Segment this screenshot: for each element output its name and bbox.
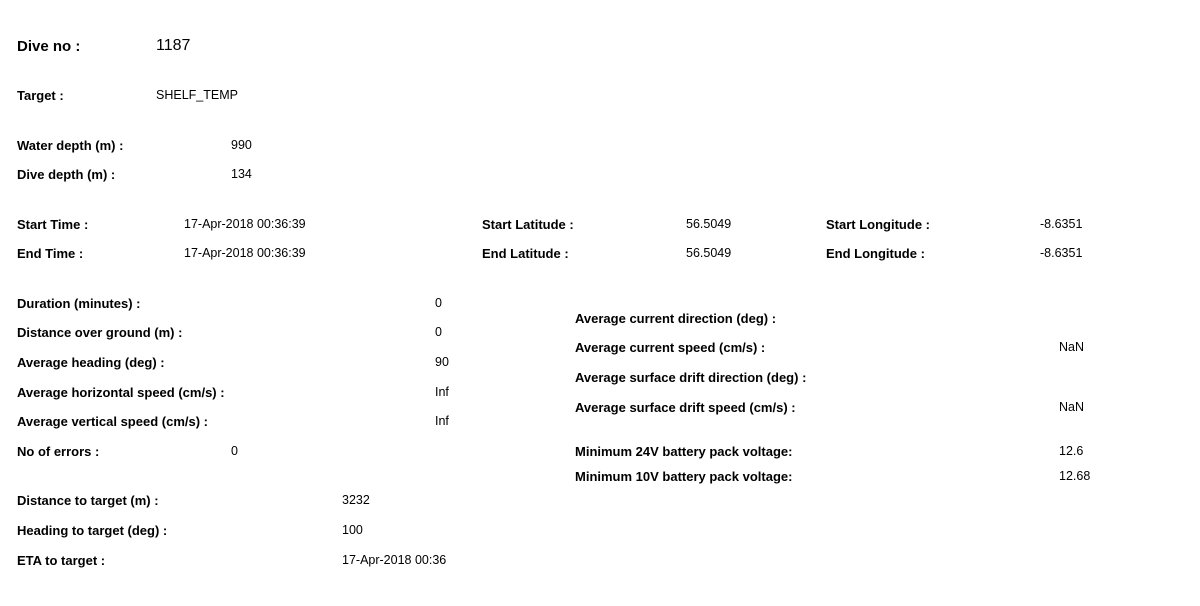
average-heading-value: 90 xyxy=(435,355,449,369)
drift-speed-label: Average surface drift speed (cm/s) : xyxy=(575,400,796,415)
start-time-label: Start Time : xyxy=(17,217,89,232)
eta-to-target-value: 17-Apr-2018 00:36 xyxy=(342,553,447,567)
battery-10v-value: 12.68 xyxy=(1059,469,1091,483)
end-latitude-value: 56.5049 xyxy=(686,246,732,260)
heading-to-target-value: 100 xyxy=(342,523,363,537)
start-time-value: 17-Apr-2018 00:36:39 xyxy=(184,217,306,231)
distance-to-target-value: 3232 xyxy=(342,493,370,507)
current-speed-label: Average current speed (cm/s) : xyxy=(575,340,766,355)
distance-over-ground-value: 0 xyxy=(435,325,442,339)
end-latitude-label: End Latitude : xyxy=(482,246,569,261)
water-depth-value: 990 xyxy=(231,138,252,152)
dive-no-label: Dive no : xyxy=(17,38,81,55)
end-longitude-value: -8.6351 xyxy=(1040,246,1083,260)
target-label: Target : xyxy=(17,88,64,103)
dive-depth-value: 134 xyxy=(231,167,252,181)
battery-10v-label: Minimum 10V battery pack voltage: xyxy=(575,469,793,484)
drift-speed-value: NaN xyxy=(1059,400,1085,414)
eta-to-target-label: ETA to target : xyxy=(17,553,106,568)
average-horizontal-speed-value: Inf xyxy=(435,385,449,399)
errors-value: 0 xyxy=(231,444,238,458)
average-horizontal-speed-label: Average horizontal speed (cm/s) : xyxy=(17,385,225,400)
dive-no-value: 1187 xyxy=(156,37,191,54)
target-value: SHELF_TEMP xyxy=(156,88,238,102)
water-depth-label: Water depth (m) : xyxy=(17,138,124,153)
dive-depth-label: Dive depth (m) : xyxy=(17,167,116,182)
end-time-value: 17-Apr-2018 00:36:39 xyxy=(184,246,306,260)
duration-value: 0 xyxy=(435,296,442,310)
errors-label: No of errors : xyxy=(17,444,100,459)
average-heading-label: Average heading (deg) : xyxy=(17,355,165,370)
distance-to-target-label: Distance to target (m) : xyxy=(17,493,159,508)
distance-over-ground-label: Distance over ground (m) : xyxy=(17,325,183,340)
end-time-label: End Time : xyxy=(17,246,84,261)
drift-direction-label: Average surface drift direction (deg) : xyxy=(575,370,807,385)
current-direction-label: Average current direction (deg) : xyxy=(575,311,777,326)
average-vertical-speed-value: Inf xyxy=(435,414,449,428)
start-longitude-label: Start Longitude : xyxy=(826,217,930,232)
battery-24v-label: Minimum 24V battery pack voltage: xyxy=(575,444,793,459)
start-latitude-value: 56.5049 xyxy=(686,217,732,231)
end-longitude-label: End Longitude : xyxy=(826,246,925,261)
duration-label: Duration (minutes) : xyxy=(17,296,141,311)
current-speed-value: NaN xyxy=(1059,340,1085,354)
average-vertical-speed-label: Average vertical speed (cm/s) : xyxy=(17,414,208,429)
battery-24v-value: 12.6 xyxy=(1059,444,1084,458)
start-latitude-label: Start Latitude : xyxy=(482,217,574,232)
heading-to-target-label: Heading to target (deg) : xyxy=(17,523,168,538)
start-longitude-value: -8.6351 xyxy=(1040,217,1083,231)
